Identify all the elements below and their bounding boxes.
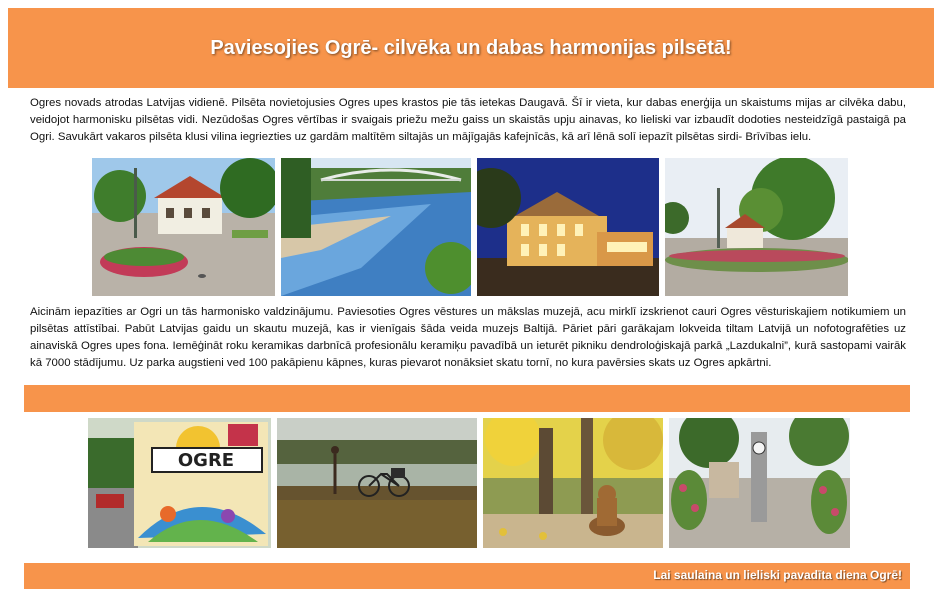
svg-text:OGRE: OGRE: [177, 450, 235, 471]
header-banner: [8, 8, 934, 88]
photo-clock-pillar-plaza: [669, 418, 850, 548]
page-title: Paviesojies Ogrē- cilvēka un dabas harmonijas pilsētā!: [210, 36, 732, 59]
photo-park-flowerbed: [665, 158, 848, 296]
intro-paragraph: Ogres novads atrodas Latvijas vidienē. Pilsēta novietojusies Ogres upes krastos pie tās ietekas Daugavā. Šī ir vieta, kur dabas enerģija un skaistums mijas ar cilvēka dabu, veidojot harmonisku pilsētas vidi. Nezūdošas Ogres vērtības ir svaigais priežu mežu gaiss un skaistās upju ainavas, ko lieliski var izbaudīt dodoties nesteidzīgā pastaigā pa Ogri. Savukārt vakaros pilsēta klusi vilina iegriezties uz gardām maltītēm siltajās un mājīgajās kafejnīcās, kā arī lēnā solī iepazīt pilsētas sirdi- Brīvības ielu.: [30, 97, 906, 143]
footer-bar: [24, 563, 910, 589]
orange-divider-bar: [24, 385, 910, 412]
footer-text: Lai saulaina un lieliski pavadīta diena Ogrē!: [653, 568, 902, 582]
photo-riverside-bicycle: [277, 418, 477, 548]
photo-town-square: [92, 158, 275, 296]
photo-autumn-park-sculpture: [483, 418, 663, 548]
photo-row-1: [92, 158, 848, 296]
photo-evening-building: [477, 158, 659, 296]
photo-row-2: [88, 418, 850, 548]
photo-ogre-mural: [88, 418, 271, 548]
invite-paragraph: Aicinām iepazīties ar Ogri un tās harmonisko valdzinājumu. Paviesoties Ogres vēstures un mākslas muzejā, acu mirklī izskrienot cauri Ogres vēsturiskajiem notikumiem un pilsētas attīstībai. Pabūt Latvijas gaidu un skautu muzejā, kas ir vienīgais šāda veida muzejs Baltijā. Pāriet pāri garākajam lokveida tiltam Latvijā un nofotografēties uz ainaviskā Ogres upes fona. Iemēģināt roku keramikas darbnīcā profesionālu keramiķu pavadībā un ieturēt pikniku dendroloģiskajā parkā „Lazdukalni”, kurā sastopami vairāk kā 7000 stādījumu. Uz parka augstieni ved 100 pakāpienu kāpnes, kuras pievarot nonāksiet skatu tornī, no kura pavērsies skats uz Ogres apkārtni.: [30, 306, 906, 369]
photo-river-bridge: [281, 158, 471, 296]
